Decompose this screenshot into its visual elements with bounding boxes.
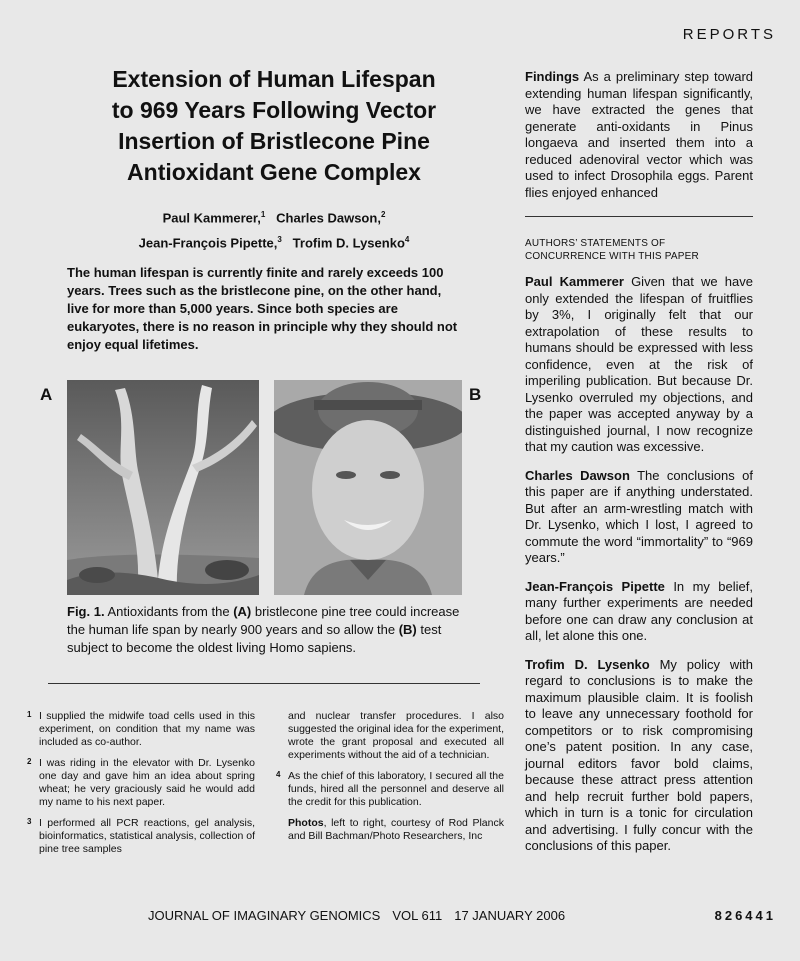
- page-number: 826441: [714, 908, 776, 923]
- author-name: Trofim D. Lysenko: [292, 235, 405, 251]
- author-statement: [525, 657, 753, 855]
- test-subject-photo: [274, 380, 462, 595]
- footnote-text: I supplied the midwife toad cells used in this experiment, on condition that my name was included as co-author.: [39, 710, 255, 748]
- footnotes-right: [276, 710, 504, 851]
- author-statement: [525, 579, 753, 645]
- panel-a-label: A: [40, 385, 53, 404]
- caption-text: bristlecone pine tree could increase the human life span by nearly 900 years and so allow the: [67, 604, 460, 637]
- statement-author: Trofim D. Lysenko: [525, 656, 650, 672]
- footnote-divider: [48, 683, 480, 684]
- statement-text: In my belief, many further experiments are needed before one can draw any conclusion at all, let alone this one.: [525, 578, 753, 643]
- caption-panel-ref: (A): [233, 604, 252, 619]
- statement-author: Jean-François Pipette: [525, 578, 665, 594]
- author-list: [64, 204, 484, 255]
- caption-panel-ref: (B): [398, 622, 417, 637]
- author-affiliation: 4: [404, 235, 410, 245]
- article-title: [64, 64, 484, 188]
- author-statement: [525, 468, 753, 567]
- author-name: Paul Kammerer,: [162, 210, 261, 226]
- statement-text: The conclusions of this paper are if anything understated. But after an arm-wrestling match with Dr. Lysenko, which I lost, I agreed to commute the word “immortality” to “969 years.”: [525, 467, 753, 565]
- author-statements: [525, 274, 753, 867]
- bristlecone-pine-photo: [67, 380, 259, 595]
- author-name: Charles Dawson,: [276, 210, 381, 226]
- photo-credits: [276, 817, 504, 843]
- footnote: [27, 817, 255, 856]
- statements-heading-line: CONCURRENCE WITH THIS PAPER: [525, 251, 699, 262]
- statement-text: Given that we have only extended the lifespan of fruitflies by 3%, I originally felt that our extrapolation of these results to humans should be expressed with less confidence, even at the risk of imperiling publication. But because Dr. Lysenko overruled my objections, and the paper was accepted anyway by a distinguished journal, I now recognize that my caution was excessive.: [525, 274, 753, 454]
- figure-caption: [67, 603, 463, 657]
- findings-paragraph: [525, 69, 753, 201]
- author-affiliation: 2: [380, 210, 386, 219]
- author-affiliation: 3: [277, 235, 282, 245]
- caption-text: Antioxidants from the: [104, 604, 234, 619]
- footnote-text: and nuclear transfer procedures. I also suggested the original idea for the experiment, wrote the grant proposal and executed all experiments without the aid of a technician.: [288, 710, 504, 761]
- footnote-continuation: [276, 710, 504, 762]
- title-line: Insertion of Bristlecone Pine: [118, 128, 430, 154]
- author-name: Jean-François Pipette,: [138, 235, 278, 251]
- author-statement: [525, 274, 753, 456]
- journal-footer: [148, 908, 577, 923]
- title-line: Antioxidant Gene Complex: [127, 159, 421, 185]
- footnote-number: 2: [27, 757, 32, 766]
- statement-author: Paul Kammerer: [525, 274, 624, 289]
- footnotes-left: [27, 710, 255, 864]
- journal-date: 17 JANUARY 2006: [454, 908, 566, 923]
- author-affiliation: 1: [260, 210, 266, 219]
- footnote: [276, 770, 504, 809]
- statements-heading-line: AUTHORS’ STATEMENTS OF: [525, 238, 666, 249]
- footnote-text: As the chief of this laboratory, I secured all the funds, hired all the personnel and deserve all the credit for this publication.: [288, 770, 504, 808]
- footnote-number: 4: [276, 770, 281, 779]
- statement-author: Charles Dawson: [525, 467, 630, 483]
- section-label: REPORTS: [682, 26, 776, 43]
- caption-text: test subject to become the oldest living Homo sapiens.: [67, 622, 442, 655]
- journal-volume: VOL 611: [392, 908, 443, 923]
- title-line: to 969 Years Following Vector: [111, 97, 437, 123]
- statements-heading: [525, 237, 753, 263]
- statement-text: My policy with regard to conclusions is to make the maximum plausible claim. It is foolish to leave any unnecessary foothold for competitors or to risk compromising one’s patent position. In any case, journal editors favor bold claims, because these attract press attention and help recruit further bold papers, which in turn is a tonic for circulation and advertising. I fully concur with the conclusions of this paper.: [525, 656, 753, 853]
- footnote-number: 1: [27, 710, 32, 719]
- findings-text: As a preliminary step toward extending human lifespan significantly, we have extracted the genes that generate anti-oxidants in Pinus longaeva and inserted them into a reduced adenoviral vector which was used to infect Drosophila eggs. Parent flies enjoyed enhanced: [525, 69, 753, 200]
- statements-divider: [525, 216, 753, 217]
- footnote-text: I performed all PCR reactions, gel analysis, bioinformatics, statistical analysis, collection of pine tree samples: [39, 817, 255, 855]
- footnote: [27, 710, 255, 749]
- title-line: Extension of Human Lifespan: [112, 66, 436, 92]
- abstract: The human lifespan is currently finite and rarely exceeds 100 years. Trees such as the bristlecone pine, on the other hand, live for more than 5,000 years. Since both species are eukaryotes, there is no reason in principle why they should not enjoy equal lifetimes.: [67, 265, 458, 352]
- photos-label: Photos: [288, 817, 324, 829]
- panel-b-label: B: [469, 385, 482, 404]
- findings-label: Findings: [525, 69, 580, 84]
- footnote-text: I was riding in the elevator with Dr. Lysenko one day and gave him an idea about spring wheat; he very graciously said he would add my name to his next paper.: [39, 757, 255, 808]
- journal-name: JOURNAL OF IMAGINARY GENOMICS: [148, 908, 381, 923]
- photos-credit-text: , left to right, courtesy of Rod Planck and Bill Bachman/Photo Researchers, Inc: [288, 817, 504, 842]
- caption-label: Fig. 1.: [67, 604, 105, 619]
- footnote: [27, 757, 255, 809]
- footnote-number: 3: [27, 817, 32, 826]
